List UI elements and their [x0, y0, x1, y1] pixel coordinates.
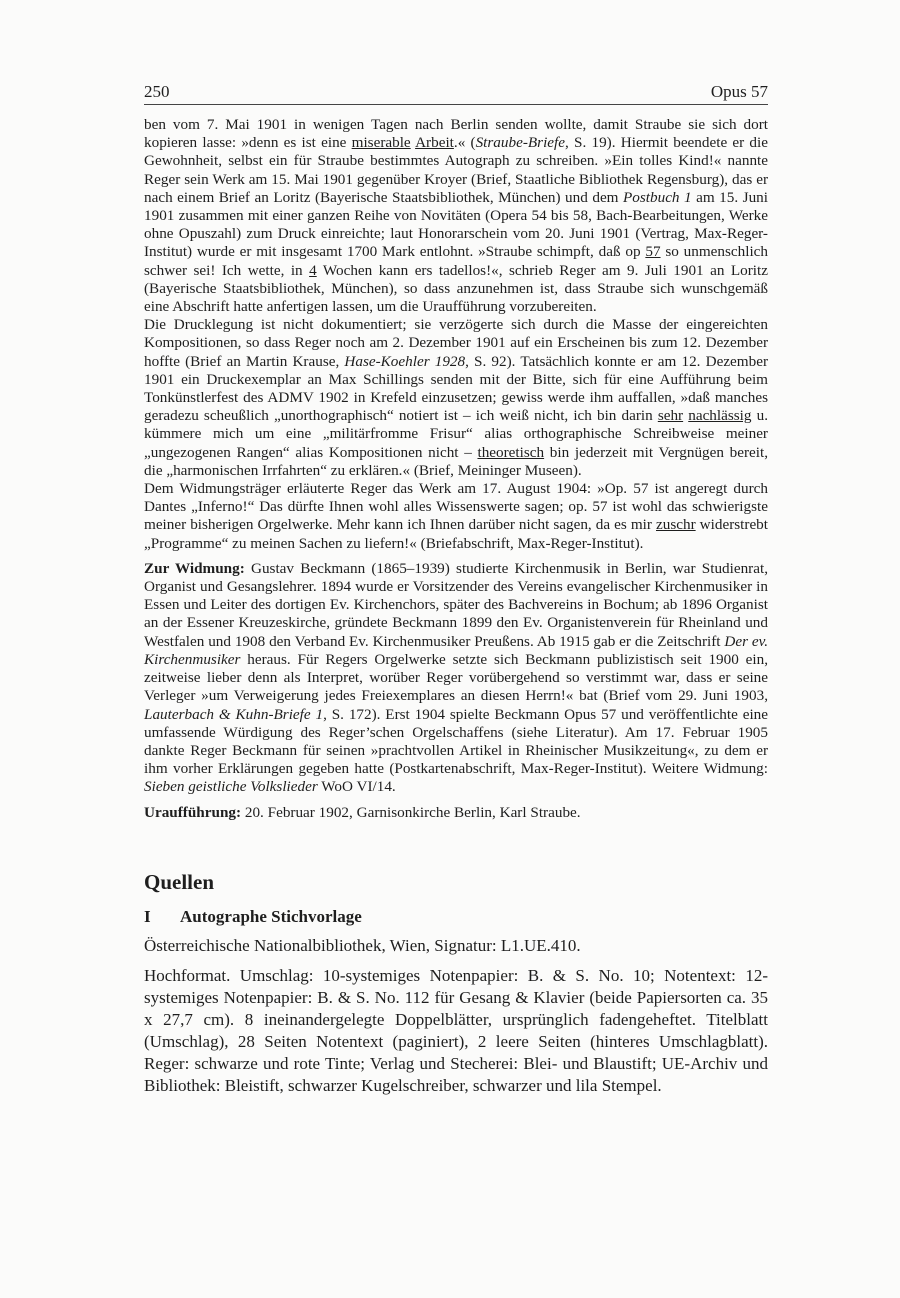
text-run: Dem Widmungsträger erläuterte Reger das Werk am 17. August 1904: »Op. 57 ist angeregt durch Dantes „Inferno!“ Das dürfte Ihnen wohl alles Wissenswerte sagen; op. 57 ist wohl das schwierigste meiner bisherigen Orgelwerke. Mehr kann ich Ihnen darüber nicht sagen, da es mir: [144, 480, 768, 534]
widmung-label: Zur Widmung:: [144, 559, 245, 577]
source-location: Österreichische Nationalbibliothek, Wien, Signatur: L1.UE.410.: [144, 935, 581, 955]
underlined-word: 4: [309, 261, 317, 279]
underlined-word: theoretisch: [477, 443, 545, 461]
source-description: Hochformat. Umschlag: 10-systemiges Notenpapier: B. & S. No. 10; Notentext: 12-systemiges Notenpapier: B. & S. No. 112 für Gesang & Klavier (beide Papiersorten ca. 35 x 27,7 cm). 8 ineinandergelegte Doppelblätter, ursprünglich fadengeheftet. Titelblatt (Umschlag), 28 Seiten Notentext (paginiert), 2 leere Seiten (hinteres Umschlagblatt). Reger: schwarze und rote Tinte; Verlag und Stecherei: Blei- und Blaustift; UE-Archiv und Bibliothek: Bleistift, schwarzer Kugelschreiber, schwarzer und lila Stempel.: [144, 965, 768, 1095]
running-title: Opus 57: [710, 82, 768, 101]
text-run: heraus. Für Regers Orgelwerke setzte sich Beckmann publizistisch seit 1900 ein, zeitweise lieber denn als Interpret, worüber Reger vorübergehend so verstimmt war, dass er seine Verleger »um Verweigerung jedes Freiexemplares an diesen Herrn!« bat (Brief vom 29. Juni 1903,: [144, 650, 768, 705]
underlined-word: miserable: [351, 134, 411, 152]
text-run: , S. 19). Hiermit beendete er die Gewohnheit, selbst ein für Straube bestimmtes Autograph zu schreiben. »Ein tolles Kind!« nannte Reger sein Werk am 15. Mai 1901 gegenüber Kroyer (Brief, Staatliche Bibliothek Regensburg), das er nach einem Brief an Loritz (Bayerische Staatsbibliothek, München) und dem: [144, 134, 768, 206]
text-run: bin jederzeit mit Vergnügen bereit, die „harmonischen Irrfahrten“ zu erklären.« (Brief, Meininger Museen).: [144, 443, 768, 479]
text-run: so unmenschlich schwer sei! Ich wette, in: [144, 243, 769, 279]
page-number: 250: [144, 82, 170, 101]
underlined-word: nachlässig: [688, 407, 752, 425]
text-run: WoO VI/14.: [317, 778, 396, 796]
italic-title: Lauterbach & Kuhn-Briefe 1: [144, 705, 324, 723]
text-run: , S. 92). Tatsächlich konnte er am 12. Dezember 1901 ein Druckexemplar an Max Schillings senden mit der Bitte, sich für eine Aufführung beim Tonkünstlerfest des ADMV 1902 in Krefeld einzusetzen; gewiss werde ihm auffallen, »daß manches geradezu scheußlich „unorthographisch“ notiert ist – ich weiß nicht, ich bin darin: [144, 352, 769, 425]
paragraph-widmung: [144, 560, 768, 797]
text-run: Die Drucklegung ist nicht dokumentiert; sie verzögerte sich durch die Masse der eingereichten Kompositionen, so dass Reger noch am 2. Dezember 1901 auf ein Erscheinen bis zum 12. Dezember hoffte (Brief an Martin Krause,: [144, 316, 768, 370]
italic-title: Hase-Koehler 1928: [344, 352, 466, 370]
main-text: [144, 116, 768, 1097]
text-run: am 15. Juni 1901 zusammen mit einer ganzen Reihe von Novitäten (Opera 54 bis 58, Bach-Bearbeitungen, Werke ohne Opuszahl) zum Druck einreichte; laut Honorarschein vom 20. Juni 1901 (Vertrag, Max-Reger-Institut) wurde er mit insgesamt 1700 Mark entlohnt. »Straube schimpft, daß op: [144, 188, 768, 261]
italic-title: Sieben geistliche Volkslieder: [144, 778, 318, 796]
header-rule: [144, 104, 768, 105]
text-run: .« (: [453, 134, 476, 152]
text-run: widerstrebt „Programme“ zu meinen Sachen zu liefern!« (Briefabschrift, Max-Reger-Institut).: [144, 516, 768, 552]
italic-title: Der ev. Kirchenmusiker: [144, 632, 769, 668]
underlined-word: Arbeit: [415, 134, 454, 152]
paragraph-urauffuehrung: [144, 804, 768, 822]
text-run: ben vom 7. Mai 1901 in wenigen Tagen nach Berlin senden wollte, damit Straube sie sich dort kopieren lasse: »denn es ist eine: [144, 116, 768, 152]
subsection-number: I: [144, 906, 151, 926]
italic-title: Straube-Briefe: [475, 134, 565, 152]
subsection-title: Autographe Stichvorlage: [180, 906, 362, 926]
text-run: u. kümmere mich um eine „militärfromme Frisur“ alias orthographische Schreibweise meiner „ungezogenen Rangen“ alias Kompositionen nicht –: [144, 407, 768, 461]
text-run: Gustav Beckmann (1865–1939) studierte Kirchenmusik in Berlin, war Studienrat, Organist und Gesangslehrer. 1894 wurde er Vorsitzender des Vereins evangelischer Kirchenmusiker in Essen und Leiter des dortigen Ev. Kirchenchors, später des Bachvereins in Bochum; ab 1896 Organist an der Essener Kreuzeskirche, gründete Beckmann 1899 den Ev. Organistenverein für Rheinland und Westfalen und 1908 den Verband Ev. Kirchenmusiker Preußens. Ab 1915 gab er die Zeitschrift: [144, 559, 768, 650]
underlined-word: zuschr: [655, 516, 696, 534]
paragraph-entstehung: [144, 116, 768, 553]
page-header: [144, 82, 768, 104]
underlined-word: 57: [645, 243, 661, 261]
section-heading-quellen: Quellen: [144, 869, 215, 894]
subsection-heading: [144, 907, 768, 927]
italic-title: Postbuch 1: [623, 188, 692, 206]
underlined-word: sehr: [657, 407, 684, 425]
text-run: 20. Februar 1902, Garnisonkirche Berlin, Karl Straube.: [241, 803, 581, 821]
text-run: , S. 172). Erst 1904 spielte Beckmann Opus 57 und veröffentlichte eine umfassende Würdigung des Reger’schen Orgelschaffens (siehe Literatur). Am 17. Februar 1905 dankte Reger Beckmann für seinen »prachtvollen Artikel in Rheinischer Musikzeitung«, zu dem er ihm vorher Erklärungen gegeben hatte (Postkartenabschrift, Max-Reger-Institut). Weitere Widmung:: [144, 705, 768, 778]
text-run: Wochen kann ers tadellos!«, schrieb Reger am 9. Juli 1901 an Loritz (Bayerische Staatsbibliothek, München), so dass anzunehmen ist, dass Straube sich wunschgemäß eine Abschrift hatte anfertigen lassen, um die Uraufführung vorzubereiten.: [144, 261, 768, 316]
urauffuehrung-label: Uraufführung:: [144, 803, 242, 821]
